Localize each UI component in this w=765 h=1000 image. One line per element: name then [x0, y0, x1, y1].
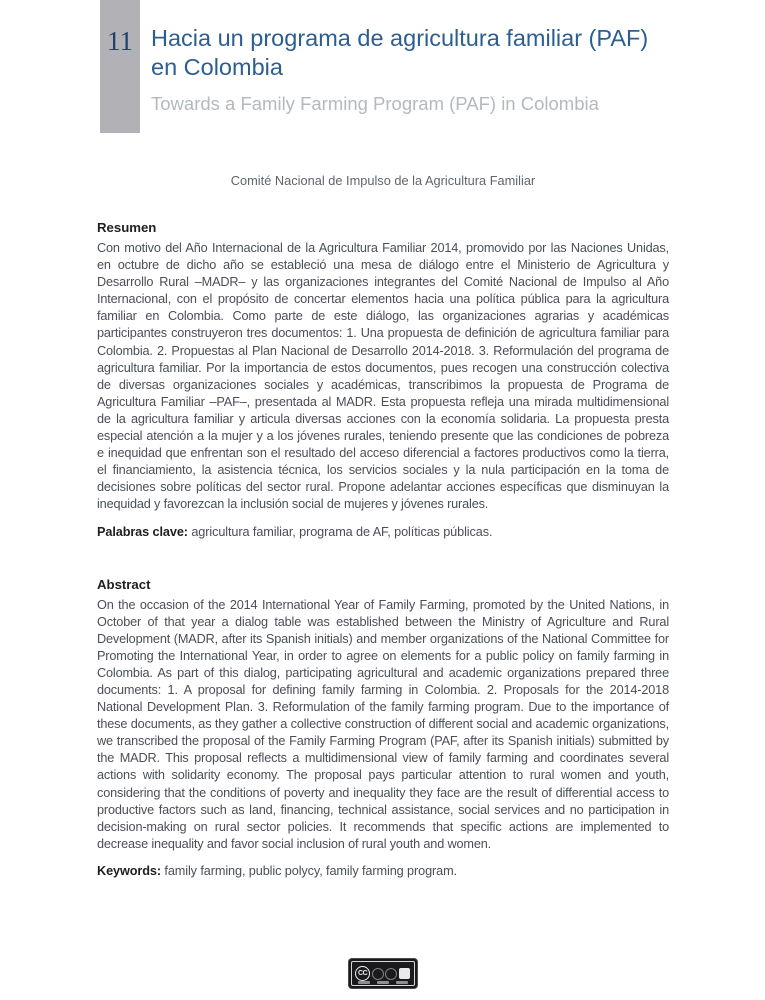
- cc-nd-icon: [399, 968, 410, 979]
- abstract-body: On the occasion of the 2014 International Year of Family Farming, promoted by the United Nations, in October of that year a dialog table was established between the Ministry of Agriculture and Rural Development (MADR, after its Spanish initials) and member organizations of the National Committee for Promoting the International Year, in order to agree on elements for a public policy on family farming in Colombia. As part of this dialog, participating agricultural and academic organizations prepared three documents: 1. A proposal for defining family farming in Colombia. 2. Proposals for the 2014-2018 National Development Plan. 3. Reformulation of the family farming program. Due to the importance of these documents, as they gather a collective construction of different social and academic organizations, we transcribed the proposal of the Family Farming Program (PAF, after its Spanish initials) submitted by the MADR. This proposal reflects a multidimensional view of family farming and coordinates several actions with solidarity economy. The proposal pays particular attention to rural women and youth, considering that the conditions of poverty and inequality they face are the result of differential access to productive factors such as land, financing, technical assistance, social services and no participation in decision-making on rural sector policies. It recommends that specific actions are implemented to decrease inequality and favor social inclusion of rural youth and women.: [97, 597, 669, 851]
- cc-license-badge-inner: [351, 961, 415, 986]
- cc-logo-icon: CC: [355, 966, 370, 981]
- abstract-heading: Abstract: [97, 576, 151, 592]
- resumen-body: Con motivo del Año Internacional de la Agricultura Familiar 2014, promovido por las Naciones Unidas, en octubre de dicho año se estableció una mesa de diálogo entre el Ministerio de Agricultura y Desarrollo Rural –MADR– y las organizaciones integrantes del Comité Nacional de Impulso al Año Internacional, con el propósito de concertar elementos hacia una política pública para la agricultura familiar en Colombia. Como parte de este diálogo, las organizaciones agrarias y académicas participantes construyeron tres documentos: 1. Una propuesta de definición de agricultura familiar para Colombia. 2. Propuestas al Plan Nacional de Desarrollo 2014-2018. 3. Reformulación del programa de agricultura familiar. Por la importancia de estos documentos, pues recogen una construcción colectiva de diversas organizaciones sociales y académicas, transcribimos la propuesta de Programa de Agricultura Familiar –PAF–, presentada al MADR. Esta propuesta refleja una mirada multidimensional de la agricultura familiar y articula diversas acciones con la economía solidaria. La propuesta presta especial atención a la mujer y a los jóvenes rurales, teniendo presente que las condiciones de pobreza e inequidad que enfrentan son el resultado del acceso diferencial a factores productivos como la tierra, el financiamiento, la asistencia técnica, los servicios sociales y la nula participación en la toma de decisiones sobre políticas del sector rural. Propone adelantar acciones específicas que disminuyan la inequidad y favorezcan la inclusión social de mujeres y jóvenes rurales.: [97, 241, 669, 512]
- chapter-number: 11: [107, 26, 133, 56]
- resumen-heading: Resumen: [97, 220, 157, 235]
- page-title: Hacia un programa de agricultura familiar (PAF) en Colombia: [151, 25, 662, 80]
- cc-license-badge: [349, 959, 417, 988]
- resumen-section: [97, 220, 669, 539]
- palabras-clave-line: [97, 525, 669, 539]
- cc-nc-icon: [385, 968, 397, 980]
- author-line: Comité Nacional de Impulso de la Agricultura Familiar: [230, 173, 536, 188]
- cc-license-labels: [358, 981, 408, 984]
- abstract-section: [97, 577, 669, 878]
- keywords-line: [97, 864, 669, 878]
- chapter-number-bar: [100, 0, 140, 133]
- cc-by-icon: [372, 968, 384, 980]
- palabras-clave-text: agricultura familiar, programa de AF, políticas públicas.: [187, 524, 493, 539]
- keywords-label: Keywords:: [97, 863, 161, 878]
- palabras-clave-label: Palabras clave:: [97, 524, 188, 539]
- content-column: [97, 173, 669, 878]
- page-subtitle: Towards a Family Farming Program (PAF) in Colombia: [151, 93, 599, 114]
- keywords-text: family farming, public polycy, family farming program.: [160, 863, 458, 878]
